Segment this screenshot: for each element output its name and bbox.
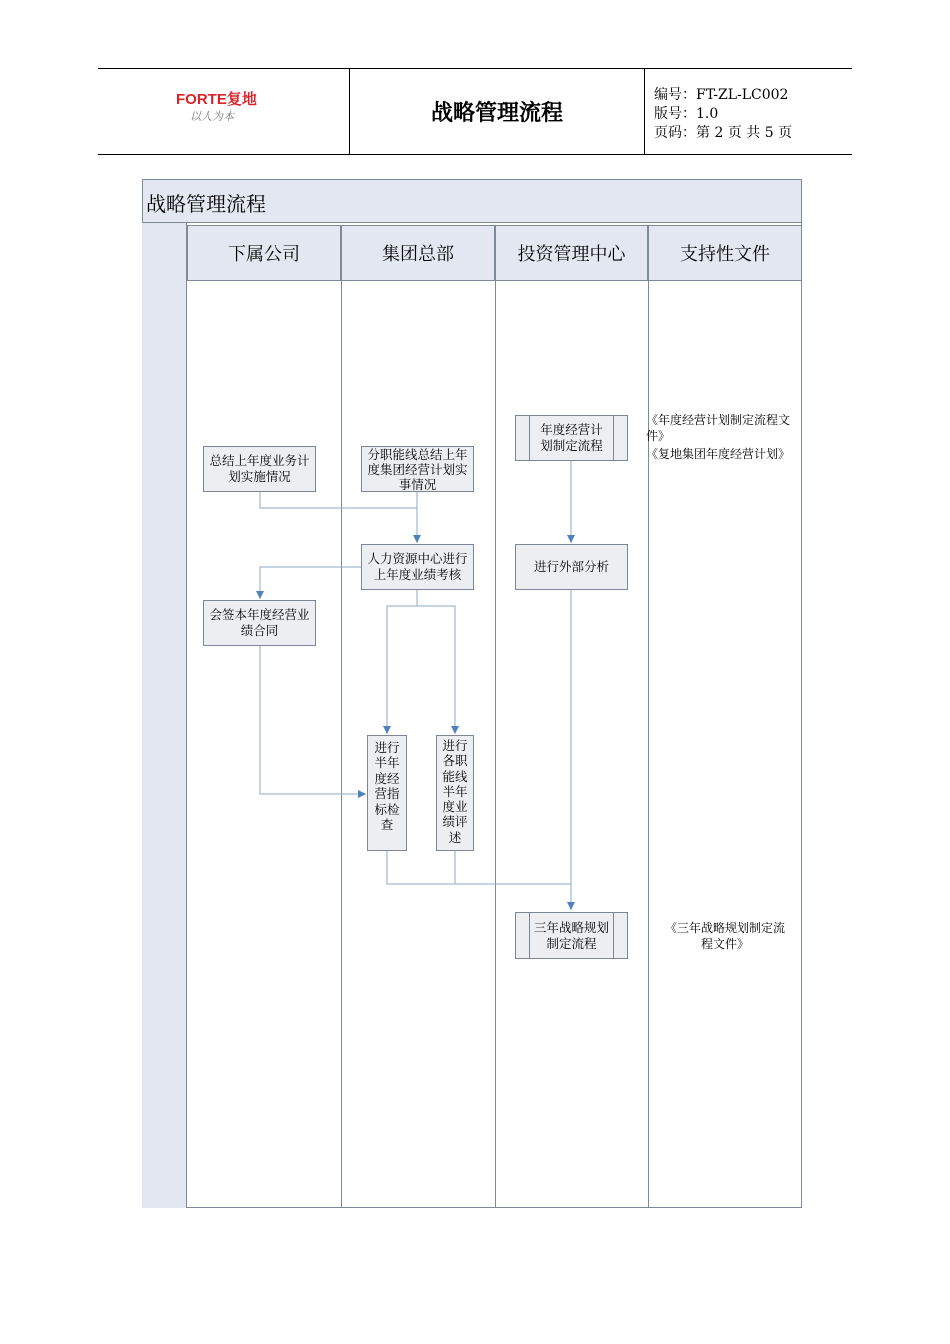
- step-halfyear-check: [367, 735, 407, 851]
- connector-contract-to-check: [260, 646, 366, 794]
- step-sign-contract: [203, 600, 316, 646]
- doc-number: 编号：FT-ZL-LC002: [654, 87, 789, 103]
- lane-label-investment: 投资管理中心: [517, 244, 626, 265]
- subprocess-marker: [613, 913, 614, 958]
- step-summary-hq: [361, 446, 474, 492]
- step-hr-review: [361, 544, 474, 590]
- support-doc-three-year: 《三年战略规划制定流程文件》: [664, 921, 785, 951]
- flowchart-title: 战略管理流程: [146, 192, 266, 216]
- support-doc-annual-plan: 《年度经营计划制定流程文件》: [646, 413, 791, 443]
- step-label: 进行各职能线半年度业绩评述: [442, 738, 468, 845]
- connector-hr-to-review: [417, 606, 455, 734]
- step-label: 三年战略规划制定流程: [533, 919, 609, 951]
- connector-hr-to-check: [387, 590, 417, 734]
- step-label: 分职能线总结上年度集团经营计划实事情况: [367, 446, 468, 492]
- step-label: 总结上年度业务计划实施情况: [209, 453, 310, 484]
- document-title: 战略管理流程: [430, 101, 563, 126]
- connector-hr-to-contract: [260, 567, 361, 599]
- doc-page: 页码：第 2 页 共 5 页: [654, 125, 793, 141]
- step-label: 进行外部分析: [533, 559, 609, 574]
- step-label: 年度经营计划制定流程: [540, 422, 603, 453]
- lane-label-hq: 集团总部: [382, 244, 454, 265]
- subprocess-marker: [529, 913, 530, 958]
- logo-slogan: 以人为本: [190, 110, 234, 123]
- subprocess-marker: [529, 416, 530, 460]
- step-label: 会签本年度经营业绩合同: [209, 607, 310, 638]
- connector-check-to-3yr: [387, 851, 571, 884]
- lane-label-subsidiary: 下属公司: [228, 244, 300, 265]
- logo-brand: FORTE复地: [176, 91, 257, 108]
- step-three-year-plan-process: [515, 912, 628, 959]
- step-halfyear-review: [436, 735, 474, 851]
- step-external-analysis: [515, 544, 628, 590]
- connector-summary-to-hr: [260, 492, 417, 508]
- step-label: 进行半年度经营指标检查: [374, 740, 400, 833]
- subprocess-marker: [613, 416, 614, 460]
- support-doc-group-plan: 《复地集团年度经营计划》: [646, 447, 791, 461]
- lane-label-docs: 支持性文件: [680, 244, 770, 265]
- step-label: 人力资源中心进行上年度业绩考核: [367, 551, 468, 582]
- step-summary-subsidiary: [203, 446, 316, 492]
- step-annual-plan-process: [515, 415, 628, 461]
- doc-version: 版号：1.0: [654, 106, 719, 122]
